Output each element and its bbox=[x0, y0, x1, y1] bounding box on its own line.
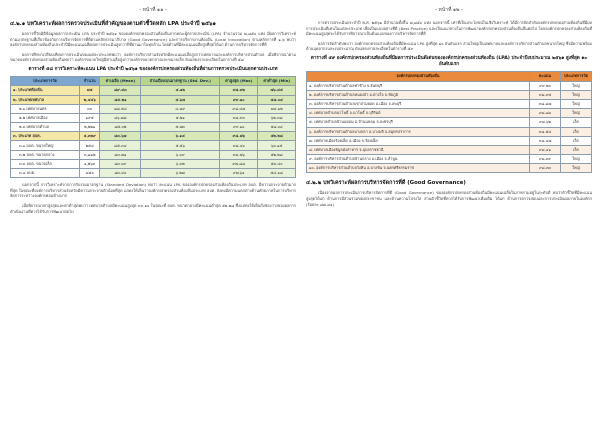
table-cell: ใหญ่ bbox=[561, 81, 592, 90]
table-row bbox=[307, 136, 592, 145]
table-cell: ๘๓.๐๙ bbox=[100, 159, 141, 168]
table-cell: ใหญ่ bbox=[561, 155, 592, 164]
table-cell: ใหญ่ bbox=[561, 164, 592, 173]
table-cell: ๖๓.๑๕ bbox=[258, 141, 296, 150]
table-cell: ๗๔.๑๒ bbox=[258, 104, 296, 113]
table-cell: ๘๕.๒๑ bbox=[100, 95, 141, 104]
table-cell: ๘๙.๔๓ bbox=[100, 86, 141, 95]
table-cell: ๙๘.๔๗ bbox=[530, 136, 561, 145]
table-cell: ๓.๓ อบต. ขนาดเล็ก bbox=[11, 159, 80, 168]
table-row bbox=[307, 145, 592, 154]
lpa-summary-table bbox=[10, 76, 296, 178]
table-cell: ๖.๒๗ bbox=[141, 169, 220, 178]
table-cell: ๓.๒ อบต. ขนาดกลาง bbox=[11, 150, 80, 159]
paragraph: ผลการจัดลำดับพบว่า องค์กรปกครองส่วนท้องถิ่นที่มีคะแนน LPA สูงที่สุด ๑๐ อันดับแรก ส่วนใหญ่เป็นเทศบาลและองค์การบริหารส่วนตำบลขนาดใหญ่ ซึ่งมีความพร้อมด้านบุคลากรและงบประมาณ ดังแสดงรายละเอียดในตารางที่ ๕๙ bbox=[306, 40, 592, 52]
table-cell: ๔.๑๒ bbox=[141, 86, 220, 95]
table-header-row bbox=[307, 72, 592, 81]
table-cell: ๓. ประเภท อบต. bbox=[11, 132, 80, 141]
table-cell: ๗. เทศบาลเมืองร้อยเอ็ด อ.เมือง จ.ร้อยเอ็ด bbox=[307, 136, 530, 145]
page-number: - หน้าที่ ๑๑ - bbox=[139, 7, 167, 13]
table-cell: ๑,๒๖๓ bbox=[80, 159, 100, 168]
paragraph: ผลการชี้วัดมิติข้อมูลผลการประเมิน LPA ประจำปี ๒๕๖๑ ขององค์กรปกครองส่วนท้องถิ่นจากคณะผู้ตรวจประเมิน (LPA) จำนวนรวม ๗,๘๕๐ แห่ง มีผลการวิเคราะห์ตามมาตรฐานที่เกี่ยวข้องกับการบริหารจัดการที่ดีตามหลักธรรมาภิบาล (Good Governance) และการบริหารงานท้องถิ่น (Local Innovation) ตามหลักการที่ ๑-๖ พบว่าองค์กรปกครองส่วนท้องถิ่นประจำปีมีคะแนนเฉลี่ยผลการประเมินสูงกว่าปีที่ผ่านมาในทุกด้าน โดยด้านที่มีคะแนนเฉลี่ยสูงที่สุดได้แก่ ด้านการบริหารจัดการที่ดี bbox=[10, 31, 296, 48]
paragraph: นอกจากนี้ การวิเคราะห์จากการรับรองมาตรฐาน (Standard Deviation) พบว่า คะแนน LPA ขององค์กรปกครองส่วนท้องถิ่นประเภท อบต. มีความกระจายตัวมากที่สุด ในขณะที่องค์การบริหารส่วนจังหวัดมีความกระจายตัวน้อยที่สุด แสดงให้เห็นว่าองค์กรปกครองส่วนท้องถิ่นประเภท อบต. ยังคงมีความแตกต่างด้านศักยภาพในการบริหารจัดการระหว่างองค์กรค่อนข้างมาก bbox=[10, 182, 296, 199]
table-header-cell: จำนวน bbox=[80, 77, 100, 86]
table-cell: ๑๙๕ bbox=[80, 113, 100, 122]
table-header-cell: ส่วนเบี่ยงเบนมาตรฐาน (Std. Dev.) bbox=[141, 77, 220, 86]
table-cell: ๖.๑๔ bbox=[141, 132, 220, 141]
table-cell: ๘๕.๓๔ bbox=[100, 141, 141, 150]
table-cell: ๙๘.๘๗ bbox=[530, 99, 561, 108]
table-cell: ๗๖.๔๕ bbox=[258, 86, 296, 95]
table-row bbox=[307, 164, 592, 173]
table-cell: ๓๐ bbox=[80, 104, 100, 113]
table-cell: ๕,๓๒๙ bbox=[80, 132, 100, 141]
table-cell: ๙๘.๔๗ bbox=[220, 104, 258, 113]
table-cell: ๒๕๔ bbox=[80, 141, 100, 150]
table-cell: ๙๘.๖๒ bbox=[530, 118, 561, 127]
table-cell: ๕.๕๖ bbox=[141, 141, 220, 150]
table-cell: ๙๘.๔๐ bbox=[220, 141, 258, 150]
table-cell: ๙๗.๖๑ bbox=[220, 169, 258, 178]
table-cell: ๕๒.๒๘ bbox=[258, 132, 296, 141]
table-cell: ๙. องค์การบริหารส่วนตำบลบ้านกลาง อ.เมือง จ.ลำพูน bbox=[307, 155, 530, 164]
table-cell: ๙๘.๓๒ bbox=[220, 86, 258, 95]
left-page bbox=[10, 6, 296, 416]
table-header-cell: ประเภทการวัด bbox=[561, 72, 592, 81]
table-header-cell: ค่าต่ำสุด (Min) bbox=[258, 77, 296, 86]
table-row bbox=[307, 90, 592, 99]
table-cell: ๘๕๐ bbox=[80, 169, 100, 178]
table-cell: ๒.๒ เทศบาลเมือง bbox=[11, 113, 80, 122]
table-cell: ๒. องค์การบริหารส่วนตำบลหนองบัว อ.ต่างใจ จ.ชัยภูมิ bbox=[307, 90, 530, 99]
table-row bbox=[11, 95, 296, 104]
table-cell: ๙๘.๗๖ bbox=[220, 150, 258, 159]
table-cell: ๙๘.๙๓ bbox=[220, 113, 258, 122]
table-cell: ๕๔.๑๘ bbox=[258, 169, 296, 178]
table-cell: ๔. เทศบาลตำบลนาโพธิ์ อ.นาโพธิ์ จ.บุรีรัมย์ bbox=[307, 109, 530, 118]
table-cell: ๕.๖๗ bbox=[141, 95, 220, 104]
table-row bbox=[11, 113, 296, 122]
table-row bbox=[307, 99, 592, 108]
paragraph: ผลการศึกษาเปรียบเทียบการประเมินของแต่ละประเภทพบว่า องค์การบริหารส่วนจังหวัดมีคะแนนเฉลี่ยสูงกว่าเทศบาลและองค์การบริหารส่วนตำบล เมื่อพิจารณาตามขนาดองค์กรปกครองส่วนท้องถิ่นพบว่า องค์กรขนาดใหญ่มีค่าเฉลี่ยสูงกว่าองค์กรขนาดกลางและขนาดเล็ก ดังแสดงรายละเอียดในตารางที่ ๕๘ bbox=[10, 51, 296, 63]
table-cell: ๖๒.๓๘ bbox=[258, 113, 296, 122]
table-cell: ๙๙.๑๐ bbox=[220, 95, 258, 104]
page-number: - หน้าที่ ๑๒ - bbox=[435, 7, 463, 13]
table-row bbox=[11, 141, 296, 150]
table-cell: ๘๓.๗๑ bbox=[100, 150, 141, 159]
table-cell: ๖.๐๙ bbox=[141, 150, 220, 159]
table-cell: ๓. องค์การบริหารส่วนตำบลเขาสามยอด อ.เมือง จ.ลพบุรี bbox=[307, 99, 530, 108]
table-cell: ๕๒.๒๘ bbox=[258, 150, 296, 159]
table-row bbox=[11, 123, 296, 132]
table-row bbox=[11, 159, 296, 168]
table-cell: ๕๓.๔๐ bbox=[258, 159, 296, 168]
table-cell: ๓,๘๑๒ bbox=[80, 150, 100, 159]
table-cell: ๙๘.๗๖ bbox=[220, 132, 258, 141]
table-row bbox=[11, 86, 296, 95]
table-row bbox=[307, 127, 592, 136]
table-cell: ๗๕ bbox=[80, 86, 100, 95]
table-title: ตารางที่ ๕๙ องค์กรปกครองส่วนท้องถิ่นที่มีผลการประเมินดีเด่นขององค์กรปกครองส่วนท้องถิ่น (LPA) ประจำปีงบประมาณ ๒๕๖๑ สูงที่สุด ๑๐ อันดับแรก bbox=[310, 55, 588, 68]
table-cell: ๘๖.๗๘ bbox=[100, 113, 141, 122]
table-cell: ๙๙.๒๐ bbox=[530, 81, 561, 90]
table-row bbox=[307, 118, 592, 127]
right-page bbox=[306, 6, 592, 416]
table-cell: ๘๓.๖๗ bbox=[100, 132, 141, 141]
section-heading: ๔.๒.๒ บทวิเคราะห์ผลการบริหารจัดการที่ดี (Good Governance) bbox=[306, 180, 466, 187]
table-cell: ๙๘.๘๐ bbox=[530, 109, 561, 118]
table-cell: ๖.๓๒ bbox=[141, 159, 220, 168]
table-header-cell: องค์กรปกครองส่วนท้องถิ่น bbox=[307, 72, 530, 81]
table-cell: ๘๓.๔๐ bbox=[100, 169, 141, 178]
table-row bbox=[11, 104, 296, 113]
paragraph: เนื่องจากผลการประเมินการบริหารจัดการที่ดี (Good Governance) ขององค์กรปกครองส่วนท้องถิ่นมีคะแนนเฉลี่ยในภาพรวมอยู่ในระดับดี พบว่าตัวชี้วัดที่มีคะแนนสูงสุดได้แก่ ด้านการมีส่วนร่วมของประชาชน และด้านความโปร่งใส ส่วนตัวชี้วัดที่ควรได้รับการพัฒนาเพิ่มเติม ได้แก่ ด้านการตรวจสอบและการประเมินผลภายในองค์กร (ร้อยละ ๘๗.๔๑) bbox=[306, 190, 592, 207]
paragraph: การตรวจประเมินประจำปี พ.ศ. ๒๕๖๑ มีจำนวนทั้งสิ้น ๗,๘๕๐ แห่ง นอกจากนี้ เท่าที่เป็นประโยชน์ในเชิงวิเคราะห์ ได้มีการจัดลำดับองค์กรปกครองส่วนท้องถิ่นที่มีผลการประเมินดีเด่นในแต่ละประเภท เพื่อเป็นแบบอย่างที่ดี (Best Practice) และเป็นแนวทางในการพัฒนาองค์กรปกครองส่วนท้องถิ่นอื่นต่อไป โดยองค์กรปกครองส่วนท้องถิ่นที่มีคะแนนสูงสุดจะได้รับการพิจารณาเป็นต้นแบบของการบริหารจัดการที่ดี bbox=[306, 20, 592, 37]
table-cell: ๕.๗๓ bbox=[141, 123, 220, 132]
table-cell: ๙๘.๓๓ bbox=[530, 164, 561, 173]
table-cell: ๘๘.๕๔ bbox=[100, 104, 141, 113]
table-cell: ใหญ่ bbox=[561, 109, 592, 118]
table-cell: เล็ก bbox=[561, 118, 592, 127]
section-heading: ๔.๒.๑ บทวิเคราะห์ผลการตรวจประเมินที่สำคัญของตามตัวชี้วัดหลัก LPA ประจำปี ๒๕๖๑ bbox=[10, 21, 216, 27]
table-header-cell: คะแนน bbox=[530, 72, 561, 81]
table-cell: ๒,๔๔๖ bbox=[80, 95, 100, 104]
table-cell: ๙๘.๙๕ bbox=[530, 90, 561, 99]
table-row bbox=[11, 132, 296, 141]
table-header-row bbox=[11, 77, 296, 86]
table-cell: ๒.๑ เทศบาลนคร bbox=[11, 104, 80, 113]
table-cell: ๙๘.๕๔ bbox=[530, 127, 561, 136]
table-header-cell: ค่าสูงสุด (Max) bbox=[220, 77, 258, 86]
table-cell: ๑. องค์การบริหารส่วนตำบลท่าช้าง จ.จันทบุรี bbox=[307, 81, 530, 90]
table-cell: ๓.๔ อบต. bbox=[11, 169, 80, 178]
table-cell: ๕.๒๑ bbox=[141, 113, 220, 122]
table-cell: ๓.๑ อบต. ขนาดใหญ่ bbox=[11, 141, 80, 150]
table-cell: ๒.๓ เทศบาลตำบล bbox=[11, 123, 80, 132]
table-cell: เล็ก bbox=[561, 136, 592, 145]
table-cell: ๑๐. องค์การบริหารส่วนตำบลวังหิน อ.บางขัน จ.นครศรีธรรมราช bbox=[307, 164, 530, 173]
table-row bbox=[307, 81, 592, 90]
table-row bbox=[307, 155, 592, 164]
table-cell: เล็ก bbox=[561, 127, 592, 136]
table-cell: ๒,๒๒๑ bbox=[80, 123, 100, 132]
paragraph: เมื่อพิจารณาค่าสูงสุดและค่าต่ำสุดพบว่า เทศบาลตำบลมีคะแนนสูงสุด ๙๙.๑๐ ในขณะที่ อบต. ขนาดกลางมีคะแนนต่ำสุด ๕๒.๒๘ ซึ่งแสดงให้เห็นถึงช่องว่างของผลการดำเนินงานที่ควรได้รับการพัฒนาต่อไป bbox=[10, 203, 296, 214]
table-cell: ๕. เทศบาลตำบลบ้านแหลม อ.บ้านแหลม จ.เพชรบุรี bbox=[307, 118, 530, 127]
table-cell: ๖. องค์การบริหารส่วนตำบลบางปลา อ.บางพลี จ.สมุทรปราการ bbox=[307, 127, 530, 136]
table-row bbox=[307, 109, 592, 118]
top-ten-table bbox=[306, 71, 592, 173]
table-cell: ๘. เทศบาลเมืองพิบูลมังสาหาร จ.อุบลราชธานี bbox=[307, 145, 530, 154]
table-cell: ใหญ่ bbox=[561, 90, 592, 99]
table-cell: ๙๗.๘๘ bbox=[220, 159, 258, 168]
table-cell: ๙๘.๔๑ bbox=[530, 145, 561, 154]
table-header-cell: ประเภทการวัด bbox=[11, 77, 80, 86]
table-cell: ใหญ่ bbox=[561, 99, 592, 108]
table-cell: ๘๕.๐๒ bbox=[100, 123, 141, 132]
table-cell: ๒. ประเภทเทศบาล bbox=[11, 95, 80, 104]
table-cell: ๙๙.๑๐ bbox=[220, 123, 258, 132]
table-cell: ๕๘.๐๔ bbox=[258, 95, 296, 104]
table-title: ตารางที่ ๕๘ การวิเคราะห์คะแนน LPA ประจำปี ๒๕๖๑ ขององค์กรปกครองส่วนท้องถิ่นที่ผ่านการตรวจประเมินแยกตามประเภท bbox=[28, 66, 278, 72]
table-cell: ๔.๘๙ bbox=[141, 104, 220, 113]
table-row bbox=[11, 169, 296, 178]
table-cell: ๕๘.๐๔ bbox=[258, 123, 296, 132]
table-row bbox=[11, 150, 296, 159]
table-header-cell: ค่าเฉลี่ย (Mean) bbox=[100, 77, 141, 86]
table-cell: เล็ก bbox=[561, 145, 592, 154]
table-cell: ๙๘.๓๙ bbox=[530, 155, 561, 164]
table-cell: ๑. ประเภทท้องถิ่น bbox=[11, 86, 80, 95]
